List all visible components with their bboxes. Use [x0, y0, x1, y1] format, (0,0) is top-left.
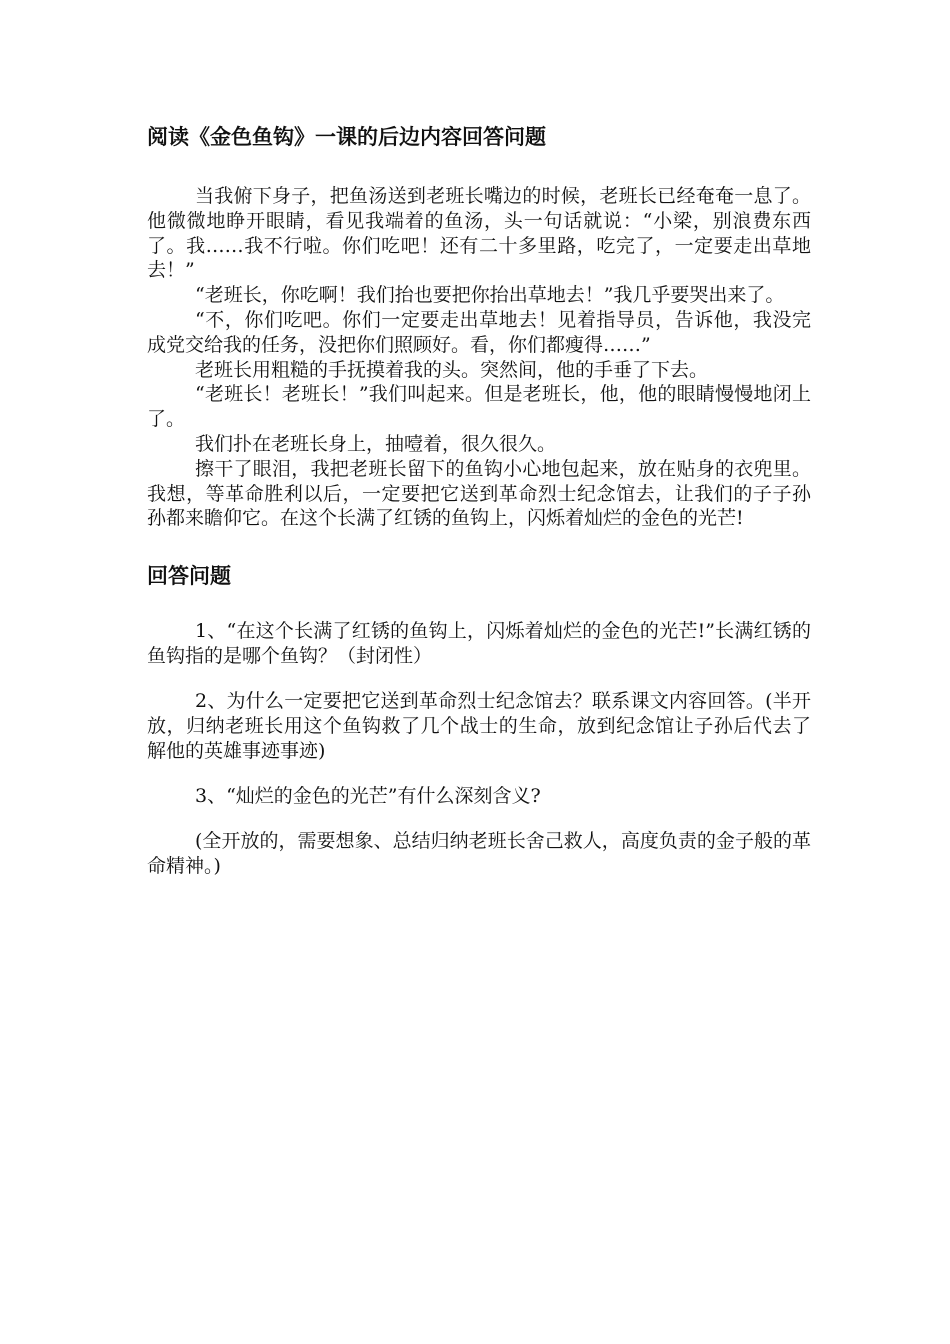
question-item: (全开放的，需要想象、总结归纳老班长舍己救人，高度负责的金子般的革命精神。): [147, 830, 811, 878]
question-item: 2、为什么一定要把它送到革命烈士纪念馆去？联系课文内容回答。(半开放，归纳老班长用这个鱼钩救了几个战士的生命，放到纪念馆让子孙后代去了解他的英雄事迹事迹): [147, 690, 811, 763]
passage-paragraph: 老班长用粗糙的手抚摸着我的头。突然间，他的手垂了下去。: [195, 358, 709, 381]
question-item: 3、“灿烂的金色的光芒”有什么深刻含义?: [195, 785, 541, 808]
questions-list: [147, 619, 811, 879]
passage-paragraph: “老班长，你吃啊！我们抬也要把你抬出草地去！”我几乎要哭出来了。: [195, 284, 785, 307]
passage-paragraph: 当我俯下身子，把鱼汤送到老班长嘴边的时候，老班长已经奄奄一息了。他微微地睁开眼睛，看见我端着的鱼汤，头一句话就说：“小梁，别浪费东西了。我……我不行啦。你们吃吧！还有二十多里路，吃完了，一定要走出草地去！”: [147, 185, 811, 282]
document-title: 阅读《金色鱼钩》一课的后边内容回答问题: [147, 124, 546, 149]
passage-paragraph: 擦干了眼泪，我把老班长留下的鱼钩小心地包起来，放在贴身的衣兜里。我想，等革命胜利以后，一定要把它送到革命烈士纪念馆去，让我们的子子孙孙都来瞻仰它。在这个长满了红锈的鱼钩上，闪烁着灿烂的金色的光芒!: [147, 457, 811, 530]
passage: [147, 184, 811, 531]
document-page: [147, 120, 811, 899]
passage-paragraph: “不，你们吃吧。你们一定要走出草地去！见着指导员，告诉他，我没完成党交给我的任务，没把你们照顾好。看，你们都瘦得……”: [147, 308, 811, 356]
passage-paragraph: “老班长！老班长！”我们叫起来。但是老班长，他，他的眼睛慢慢地闭上了。: [147, 383, 811, 431]
questions-heading: 回答问题: [147, 563, 231, 589]
passage-paragraph: 我们扑在老班长身上，抽噎着，很久很久。: [195, 432, 557, 455]
question-item: 1、“在这个长满了红锈的鱼钩上，闪烁着灿烂的金色的光芒!”长满红锈的鱼钩指的是哪个鱼钩？（封闭性）: [147, 620, 811, 668]
